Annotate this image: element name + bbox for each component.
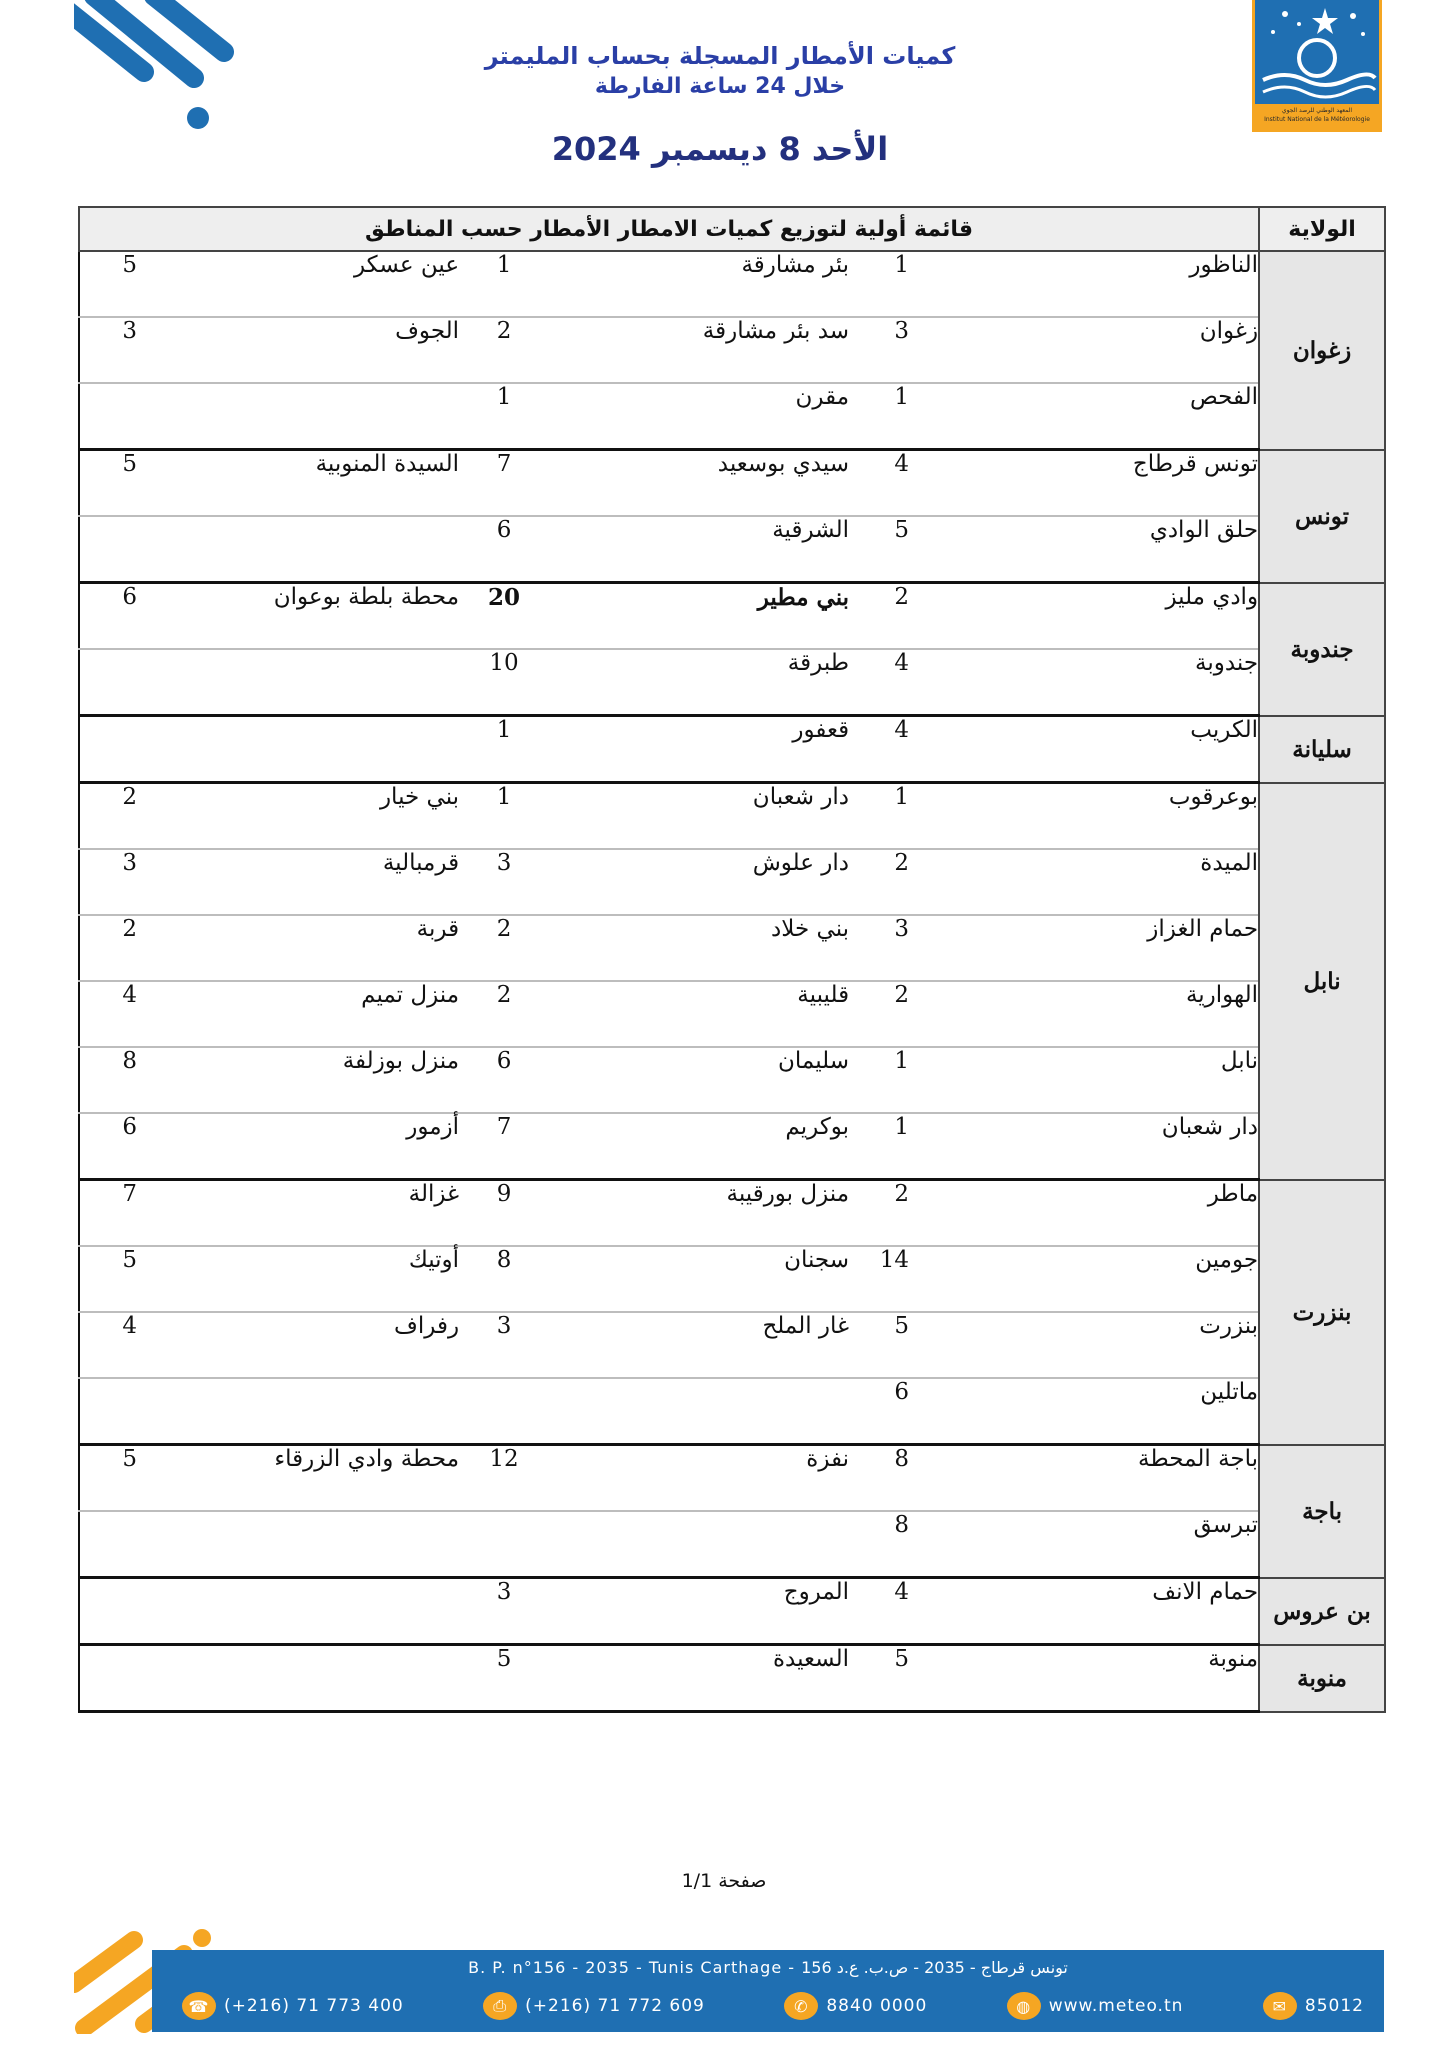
table-row xyxy=(79,1047,1385,1113)
station-name: الفحص xyxy=(939,383,1259,450)
station-name: سجنان xyxy=(549,1246,849,1312)
station-name: قعفور xyxy=(549,716,849,783)
station-name: سيدي بوسعيد xyxy=(549,450,849,517)
footer-sms-text: 85012 xyxy=(1304,1996,1364,2016)
station-name: زغوان xyxy=(939,317,1259,383)
rain-value: 1 xyxy=(849,383,939,450)
table-row xyxy=(79,1246,1385,1312)
rain-value: 4 xyxy=(79,981,149,1047)
header-stripes-graphic xyxy=(74,0,244,140)
rain-value: 3 xyxy=(79,317,149,383)
rain-value: 5 xyxy=(79,450,149,517)
governorate-cell: نابل xyxy=(1259,783,1385,1180)
governorate-cell: زغوان xyxy=(1259,251,1385,450)
report-subtitle: خلال 24 ساعة الفارطة xyxy=(594,74,846,99)
institute-logo xyxy=(1252,0,1382,132)
rain-value xyxy=(79,516,149,583)
table-row xyxy=(79,981,1385,1047)
station-name: بني خلاد xyxy=(549,915,849,981)
station-name xyxy=(149,1578,459,1645)
table-row xyxy=(79,1378,1385,1445)
list-column-header: قائمة أولية لتوزيع كميات الامطار الأمطار حسب المناطق xyxy=(79,207,1259,251)
footer-sms xyxy=(1263,1992,1364,2020)
rain-value: 2 xyxy=(459,981,549,1047)
rain-value: 6 xyxy=(459,516,549,583)
table-row xyxy=(79,1113,1385,1180)
rain-value: 1 xyxy=(849,251,939,317)
station-name: منزل تميم xyxy=(149,981,459,1047)
station-name: منزل بورقيبة xyxy=(549,1180,849,1247)
governorate-cell: سليانة xyxy=(1259,716,1385,783)
rain-value: 8 xyxy=(849,1445,939,1512)
rain-value: 2 xyxy=(849,583,939,650)
rain-value: 20 xyxy=(459,583,549,650)
rain-value: 8 xyxy=(459,1246,549,1312)
station-name: غار الملح xyxy=(549,1312,849,1378)
table-row xyxy=(79,1180,1385,1247)
rain-value: 4 xyxy=(849,716,939,783)
rain-value: 4 xyxy=(849,450,939,517)
station-name: محطة وادي الزرقاء xyxy=(149,1445,459,1512)
phone-icon: ☎ xyxy=(182,1992,216,2020)
governorate-cell: جندوبة xyxy=(1259,583,1385,716)
rain-value: 3 xyxy=(849,317,939,383)
footer-fax xyxy=(483,1992,705,2020)
station-name: ماطر xyxy=(939,1180,1259,1247)
rain-value: 4 xyxy=(79,1312,149,1378)
station-name: الهوارية xyxy=(939,981,1259,1047)
rain-value: 9 xyxy=(459,1180,549,1247)
station-name: نفزة xyxy=(549,1445,849,1512)
governorate-cell: منوبة xyxy=(1259,1645,1385,1712)
station-name xyxy=(149,1378,459,1445)
table-row xyxy=(79,716,1385,783)
governorate-cell: بن عروس xyxy=(1259,1578,1385,1645)
rain-value: 5 xyxy=(79,251,149,317)
station-name: الجوف xyxy=(149,317,459,383)
rain-value: 2 xyxy=(849,1180,939,1247)
station-name: وادي مليز xyxy=(939,583,1259,650)
table-header-row xyxy=(79,207,1385,251)
station-name xyxy=(149,1511,459,1578)
table-row xyxy=(79,1312,1385,1378)
rain-value: 1 xyxy=(849,1113,939,1180)
station-name xyxy=(549,1511,849,1578)
station-name: بوعرقوب xyxy=(939,783,1259,850)
table-row xyxy=(79,383,1385,450)
station-name: تبرسق xyxy=(939,1511,1259,1578)
rain-value xyxy=(79,1511,149,1578)
fax-icon: ⎙ xyxy=(483,1992,517,2020)
station-name: بني مطير xyxy=(549,583,849,650)
globe-icon: ◍ xyxy=(1007,1992,1041,2020)
rain-value: 6 xyxy=(79,1113,149,1180)
station-name xyxy=(149,716,459,783)
station-name: الكريب xyxy=(939,716,1259,783)
handset-icon: ✆ xyxy=(784,1992,818,2020)
station-name: بئر مشارقة xyxy=(549,251,849,317)
rain-value: 3 xyxy=(849,915,939,981)
station-name xyxy=(149,1645,459,1712)
station-name: أزمور xyxy=(149,1113,459,1180)
rain-value: 1 xyxy=(459,251,549,317)
rain-value: 3 xyxy=(79,849,149,915)
sms-icon: ✉ xyxy=(1263,1992,1297,2020)
footer-phone-text: (+216) 71 773 400 xyxy=(224,1996,404,2016)
station-name: دار شعبان xyxy=(939,1113,1259,1180)
table-row xyxy=(79,317,1385,383)
station-name: قربة xyxy=(149,915,459,981)
station-name: جومين xyxy=(939,1246,1259,1312)
logo-caption-fr: Institut National de la Météorologie xyxy=(1264,116,1370,123)
station-name: الميدة xyxy=(939,849,1259,915)
station-name: باجة المحطة xyxy=(939,1445,1259,1512)
rain-value: 4 xyxy=(849,1578,939,1645)
rain-value: 2 xyxy=(79,783,149,850)
rain-value xyxy=(79,716,149,783)
table-row xyxy=(79,783,1385,850)
station-name: أوتيك xyxy=(149,1246,459,1312)
station-name: بنزرت xyxy=(939,1312,1259,1378)
logo-caption-ar: المعهد الوطني للرصد الجوي xyxy=(1281,107,1353,114)
footer-phone xyxy=(182,1992,404,2020)
station-name: السيدة المنوبية xyxy=(149,450,459,517)
rain-value: 14 xyxy=(849,1246,939,1312)
rainfall-table xyxy=(78,206,1386,1713)
table-row xyxy=(79,251,1385,317)
station-name: قرمبالية xyxy=(149,849,459,915)
station-name: حمام الانف xyxy=(939,1578,1259,1645)
rain-value: 5 xyxy=(79,1246,149,1312)
rain-value: 7 xyxy=(459,1113,549,1180)
governorate-cell: باجة xyxy=(1259,1445,1385,1578)
table-row xyxy=(79,1645,1385,1712)
station-name: السعيدة xyxy=(549,1645,849,1712)
station-name: بني خيار xyxy=(149,783,459,850)
governorate-cell: بنزرت xyxy=(1259,1180,1385,1445)
station-name: عين عسكر xyxy=(149,251,459,317)
table-row xyxy=(79,1511,1385,1578)
rain-value: 2 xyxy=(79,915,149,981)
station-name: تونس قرطاج xyxy=(939,450,1259,517)
station-name: سليمان xyxy=(549,1047,849,1113)
station-name: الشرقية xyxy=(549,516,849,583)
rain-value: 5 xyxy=(849,516,939,583)
rain-value: 1 xyxy=(459,783,549,850)
rain-value xyxy=(79,649,149,716)
station-name: محطة بلطة بوعوان xyxy=(149,583,459,650)
rain-value: 10 xyxy=(459,649,549,716)
rain-value: 12 xyxy=(459,1445,549,1512)
station-name: غزالة xyxy=(149,1180,459,1247)
rainfall-table-body xyxy=(79,251,1385,1712)
table-row xyxy=(79,516,1385,583)
footer-website-text: www.meteo.tn xyxy=(1048,1996,1184,2016)
rain-value: 1 xyxy=(849,1047,939,1113)
station-name: بوكريم xyxy=(549,1113,849,1180)
rain-value: 2 xyxy=(459,915,549,981)
station-name: دار شعبان xyxy=(549,783,849,850)
rain-value: 7 xyxy=(79,1180,149,1247)
footer-website xyxy=(1007,1992,1184,2020)
station-name: نابل xyxy=(939,1047,1259,1113)
rain-value: 1 xyxy=(849,783,939,850)
footer-bar xyxy=(152,1950,1384,2032)
rain-value: 5 xyxy=(79,1445,149,1512)
rain-value: 2 xyxy=(849,981,939,1047)
rain-value: 5 xyxy=(459,1645,549,1712)
station-name: حلق الوادي xyxy=(939,516,1259,583)
station-name: قليبية xyxy=(549,981,849,1047)
rain-value xyxy=(459,1511,549,1578)
rain-value: 8 xyxy=(849,1511,939,1578)
table-row xyxy=(79,1445,1385,1512)
footer-fax-text: (+216) 71 772 609 xyxy=(525,1996,705,2016)
table-row xyxy=(79,583,1385,650)
rain-value: 3 xyxy=(459,849,549,915)
rain-value: 6 xyxy=(79,583,149,650)
table-row xyxy=(79,1578,1385,1645)
rain-value: 6 xyxy=(459,1047,549,1113)
station-name: طبرقة xyxy=(549,649,849,716)
rain-value: 3 xyxy=(459,1312,549,1378)
footer-hotline-text: 8840 0000 xyxy=(826,1996,928,2016)
footer-hotline xyxy=(784,1992,927,2020)
station-name: حمام الغزاز xyxy=(939,915,1259,981)
table-row xyxy=(79,649,1385,716)
rain-value: 1 xyxy=(459,716,549,783)
rain-value: 5 xyxy=(849,1312,939,1378)
governorate-cell: تونس xyxy=(1259,450,1385,583)
station-name xyxy=(149,516,459,583)
station-name: دار علوش xyxy=(549,849,849,915)
station-name: المروج xyxy=(549,1578,849,1645)
rain-value: 3 xyxy=(459,1578,549,1645)
rain-value: 6 xyxy=(849,1378,939,1445)
footer-address: B. P. n°156 - 2035 - Tunis Carthage - تونس قرطاج - 2035 - ص.ب. ع.د 156 xyxy=(468,1958,1068,1977)
station-name: منزل بوزلفة xyxy=(149,1047,459,1113)
station-name: منوبة xyxy=(939,1645,1259,1712)
page-number: صفحة 1/1 xyxy=(681,1870,767,1892)
rain-value xyxy=(79,1578,149,1645)
station-name xyxy=(549,1378,849,1445)
rain-value xyxy=(79,1378,149,1445)
rain-value: 7 xyxy=(459,450,549,517)
report-date: الأحد 8 ديسمبر 2024 xyxy=(551,130,889,168)
rain-value xyxy=(79,383,149,450)
report-title: كميات الأمطار المسجلة بحساب المليمتر xyxy=(484,42,956,70)
station-name xyxy=(149,649,459,716)
rain-value: 2 xyxy=(849,849,939,915)
governorate-column-header: الولاية xyxy=(1259,207,1385,251)
station-name xyxy=(149,383,459,450)
rain-value xyxy=(459,1378,549,1445)
station-name: الناظور xyxy=(939,251,1259,317)
station-name: رفراف xyxy=(149,1312,459,1378)
logo-emblem-icon xyxy=(1255,0,1379,104)
rain-value: 4 xyxy=(849,649,939,716)
rain-value: 8 xyxy=(79,1047,149,1113)
table-row xyxy=(79,450,1385,517)
station-name: ماتلين xyxy=(939,1378,1259,1445)
rain-value xyxy=(79,1645,149,1712)
station-name: سد بئر مشارقة xyxy=(549,317,849,383)
table-row xyxy=(79,915,1385,981)
rain-value: 2 xyxy=(459,317,549,383)
rain-value: 1 xyxy=(459,383,549,450)
rain-value: 5 xyxy=(849,1645,939,1712)
table-row xyxy=(79,849,1385,915)
station-name: جندوبة xyxy=(939,649,1259,716)
station-name: مقرن xyxy=(549,383,849,450)
